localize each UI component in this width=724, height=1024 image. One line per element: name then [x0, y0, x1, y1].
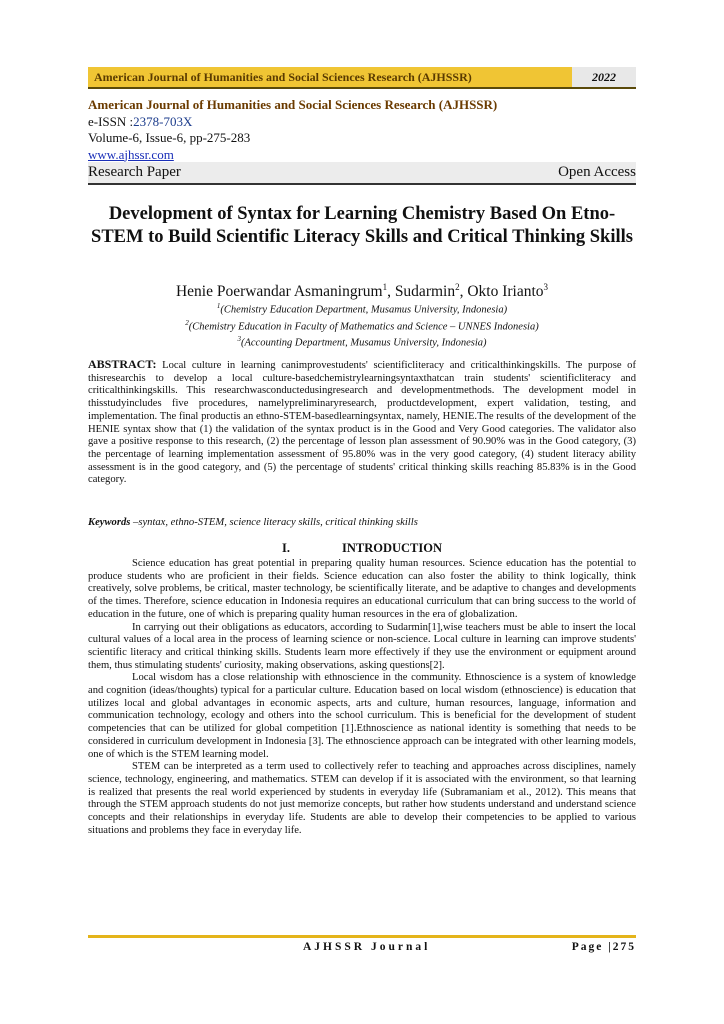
author-name: Okto Irianto — [467, 283, 544, 301]
footer-page: Page |275 — [571, 941, 636, 953]
footer-journal: AJHSSR Journal — [303, 941, 431, 953]
keywords — [88, 517, 636, 528]
paper-type: Research Paper — [88, 164, 181, 180]
meta-issn: e-ISSN :2378-703X — [88, 113, 193, 129]
body-paragraph: In carrying out their obligations as educators, according to Sudarmin[1],wise teachers must be able to insert the local cultural values of a local area in the process of learning science or non-science. Local culture in learning can improve students' scientific literacy and critical thinking skills. Students learn more effectively if they use the environment or equipment around them, thus stimulating students' curiosity, making observations, asking questions[2]. — [88, 621, 636, 671]
abstract-label: ABSTRACT: — [88, 357, 157, 371]
access-type: Open Access — [558, 164, 636, 180]
journal-website-link[interactable]: www.ajhssr.com — [88, 146, 174, 162]
body-paragraph: STEM can be interpreted as a term used to collectively refer to teaching and approaches across disciplines, namely science, technology, engineering, and mathematics. STEM can develop if it is associated with the environment, so that learning is realized that presents the real world experienced by students in everyday life (Subramaniam et al., 2012). This means that through the STEM approach students do not just memorize concepts, but rather how students understand and understand science concepts and their relationships in everyday life. Students are able to develop their competencies to be applied to various situations and problems they face in everyday life. — [88, 761, 636, 836]
introduction-body — [88, 558, 636, 837]
affiliation-list — [88, 300, 636, 350]
paper-type-row — [88, 162, 636, 185]
author-list: Henie Poerwandar Asmaningrum$^1$, Sudarmin$^2$, Okto Irianto$^3$ — [175, 282, 549, 301]
body-paragraph: Science education has great potential in preparing quality human resources. Science education has the potential to produce students who are proficient in their fields. Science education can also foster the ability to think logically, think creatively, solve problems, be critical, master technology, be scientifically literate, and be adaptive to changes and developments of the times. Therefore, science education in Indonesia requires an educational curriculum that can bring success to the world of education in the future, one of which is preparing quality human resources in the era of globalization. — [88, 558, 636, 620]
affiliation: $^3$(Accounting Department, Musamus University, Indonesia) — [237, 335, 487, 349]
meta-journal-name: American Journal of Humanities and Social Sciences Research (AJHSSR) — [88, 97, 498, 112]
header-journal-title: American Journal of Humanities and Social Sciences Research (AJHSSR) — [94, 70, 472, 84]
keywords-label: Keywords — [88, 517, 131, 528]
author-name: Henie Poerwandar Asmaningrum — [175, 283, 383, 301]
journal-header-bar — [88, 67, 636, 89]
section-heading — [88, 541, 636, 556]
paper-title: Development of Syntax for Learning Chemistry Based On Etno-STEM to Build Scientific Literacy Skills and Critical Thinking Skills — [91, 204, 633, 247]
meta-volume: Volume-6, Issue-6, pp-275-283 — [88, 130, 251, 145]
abstract-text: Local culture in learning canimprovestudents' scientificliteracy and criticalthinkingskills. The purpose of thisresearchis to develop a local culture-basedchemistrylearningsyntaxthatcan train students' scientificliteracy and criticalthinkingskills. This researchwasconductedusingresearch and developmentmethods. The development model in thisstudyincludes five procedures, namelypreliminaryresearch, productdevelopment, expert validation, testing, and implementation. The final productis an ethno-STEM-basedlearningsyntax, namely, HENIE.The results of the development of the HENIE syntax show that (1) the validation of the syntax product is in the Good and Very Good categories. The validator also gave a positive response to this research, (2) the percentage of lesson plan assessment of 90.90% was in the Good category, (3) the percentage of learning implementation assessment of 95.80% was in the very good category, (4) student literacy ability assessment is in the good category, and (5) the percentage of students' critical thinking skills reaching 85.83% is in the Good category. — [88, 360, 636, 486]
affiliation: $^2$(Chemistry Education in Faculty of Mathematics and Science – UNNES Indonesia) — [185, 318, 539, 332]
section-number: I. — [281, 541, 290, 555]
page-number: 275 — [612, 941, 636, 953]
author-name: Sudarmin — [394, 283, 456, 301]
footer-divider — [88, 935, 636, 938]
keywords-text: –syntax, ethno-STEM, science literacy skills, critical thinking skills — [130, 517, 418, 528]
section-title: INTRODUCTION — [341, 541, 442, 555]
journal-meta — [88, 97, 497, 163]
header-year: 2022 — [572, 67, 636, 87]
abstract — [88, 358, 636, 487]
body-paragraph: Local wisdom has a close relationship with ethnoscience in the community. Ethnoscience is a system of knowledge and cognition (ideas/thoughts) typical for a particular culture. Education based on local wisdom (ethnoscience) is education that utilizes local and global advantages in economic aspects, arts and culture, human resources, language, information and communication technology, ecology and others into the school curriculum. This is beneficial for the development of student competencies that can be utilized for global competition [1].Ethnoscience as national identity is something that needs to be considered in curriculum development in Indonesia [3]. The ethnoscience approach can be integrated with other learning models, one of which is the STEM learning model. — [88, 672, 636, 760]
affiliation: $^1$(Chemistry Education Department, Musamus University, Indonesia) — [216, 302, 508, 316]
